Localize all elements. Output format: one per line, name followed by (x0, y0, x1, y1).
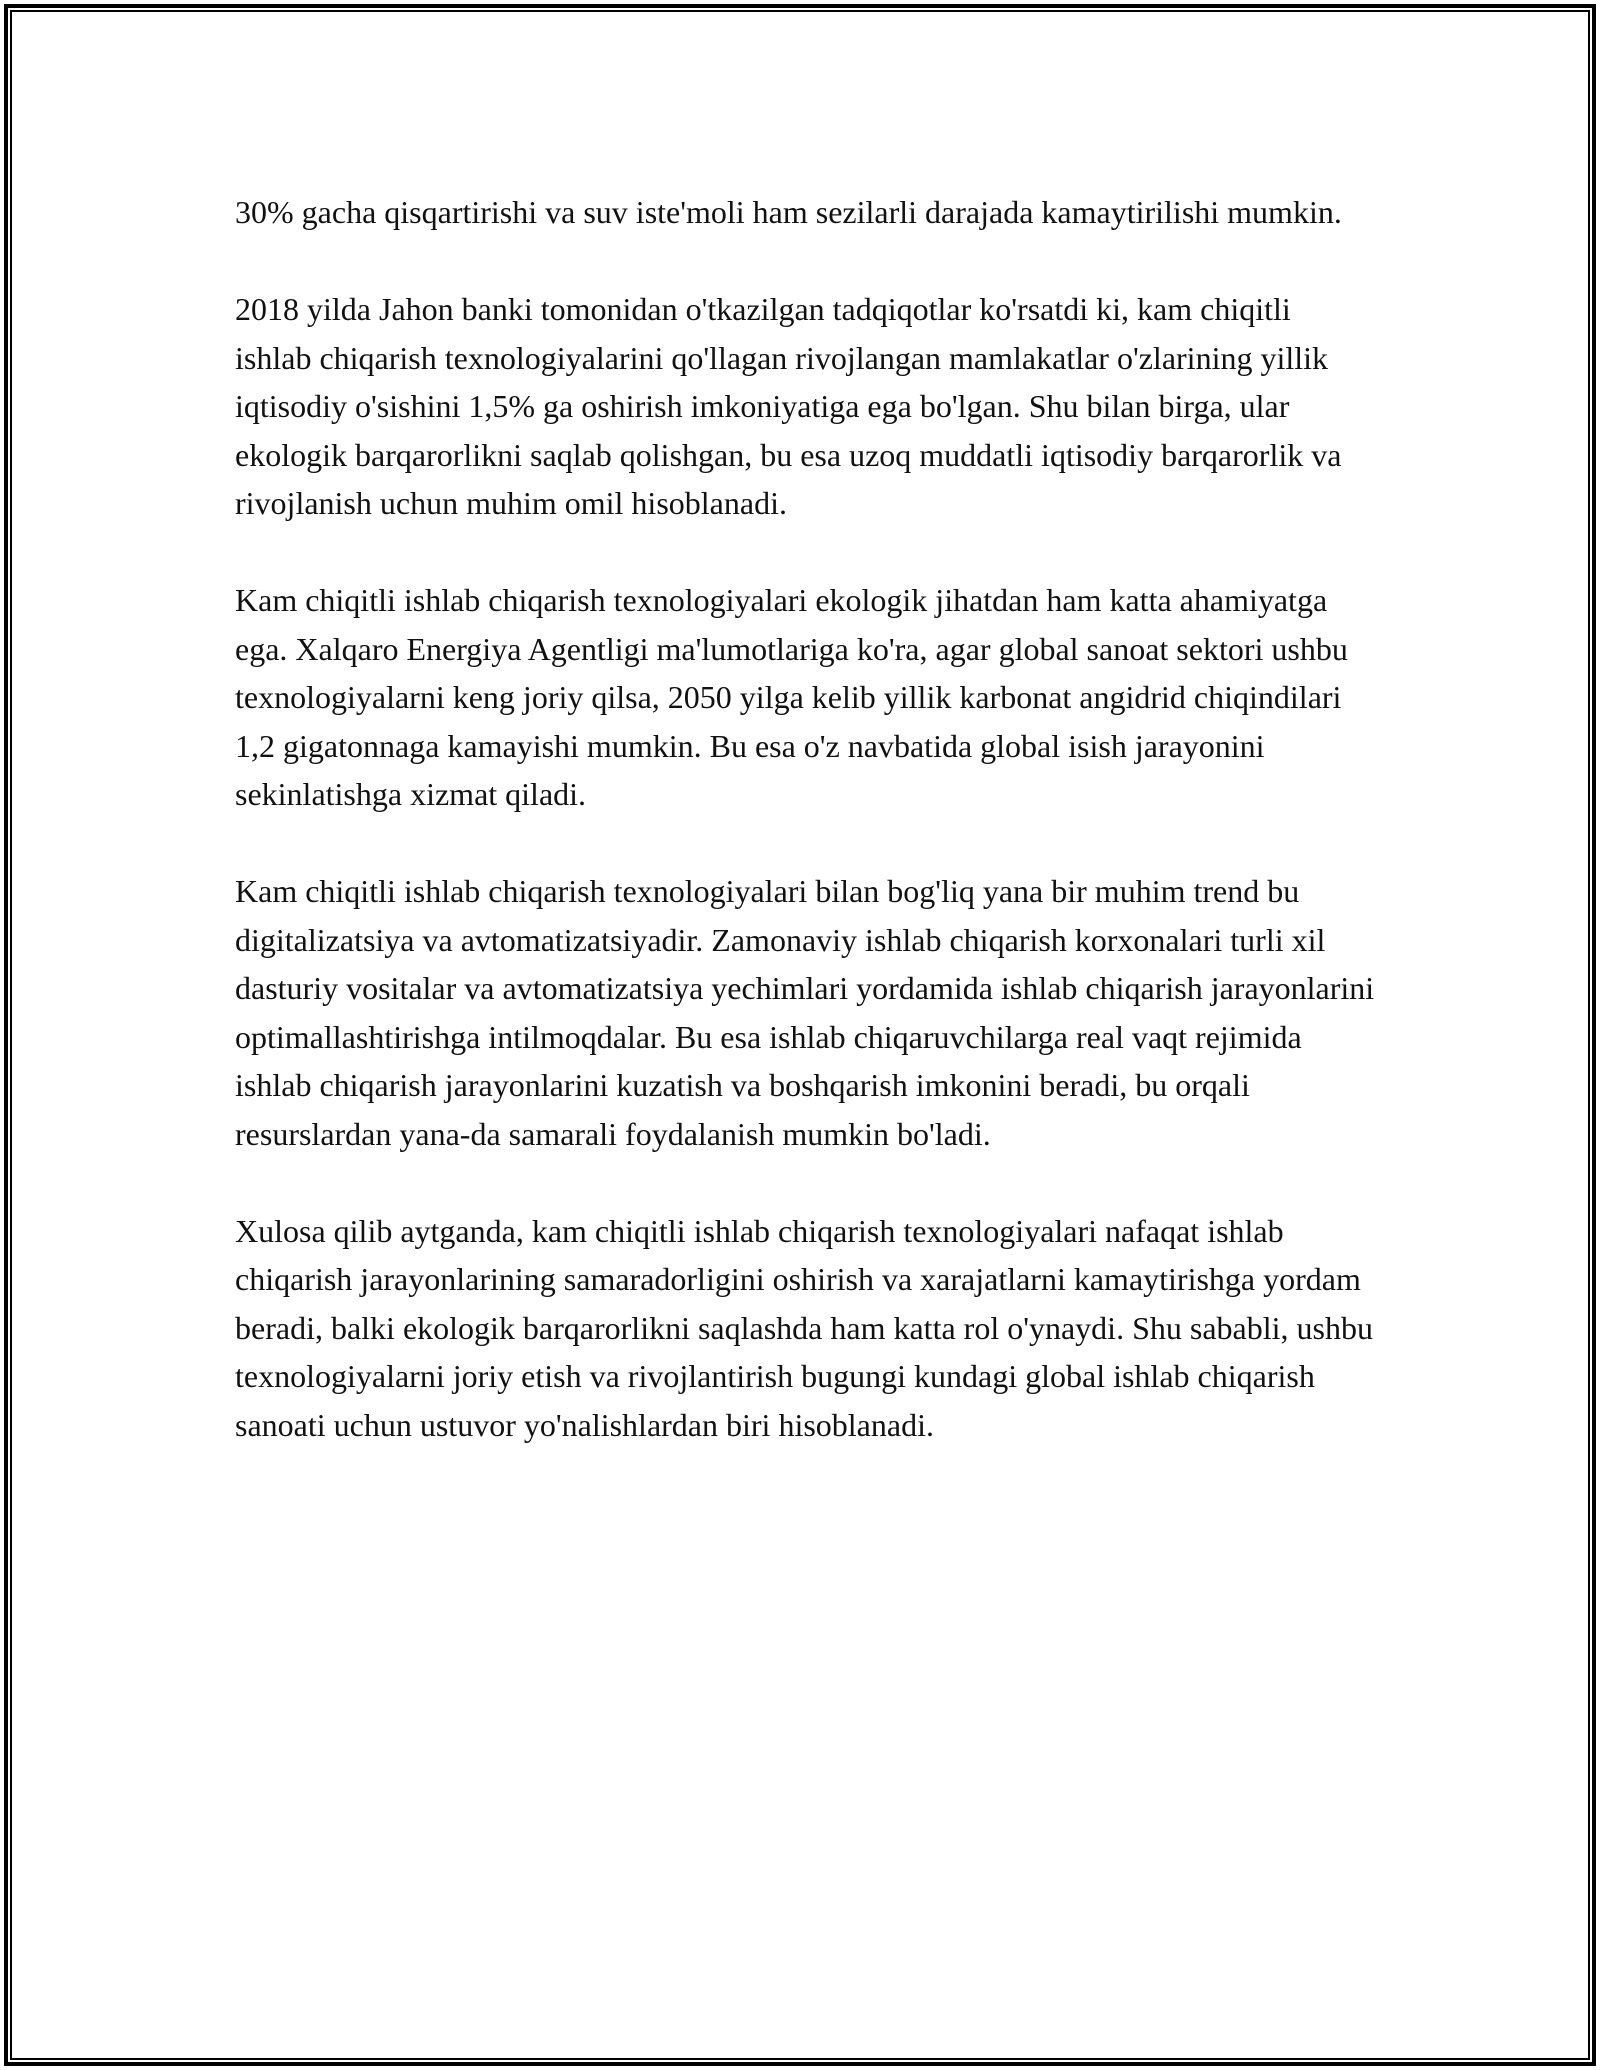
paragraph: Xulosa qilib aytganda, kam chiqitli ishlab chiqarish texnologiyalari nafaqat ishlab chiqarish jarayonlarining samaradorligini oshirish va xarajatlarni kamaytirishga yordam beradi, balki ekologik barqarorlikni saqlashda ham katta rol o'ynaydi. Shu sababli, ushbu texnologiyalarni joriy etish va rivojlantirish bugungi kundagi global ishlab chiqarish sanoati uchun ustuvor yo'nalishlardan biri hisoblanadi. (235, 1212, 1373, 1443)
paragraph: Kam chiqitli ishlab chiqarish texnologiyalari bilan bog'liq yana bir muhim trend bu digitalizatsiya va avtomatizatsiyadir. Zamonaviy ishlab chiqarish korxonalari turli xil dasturiy vositalar va avtomatizatsiya yechimlari yordamida ishlab chiqarish jarayonlarini optimallashtirishga intilmoqdalar. Bu esa ishlab chiqaruvchilarga real vaqt rejimida ishlab chiqarish jarayonlarini kuzatish va boshqarish imkonini beradi, bu orqali resurslardan yana-da samarali foydalanish mumkin bo'ladi. (235, 873, 1375, 1152)
paragraph: Kam chiqitli ishlab chiqarish texnologiyalari ekologik jihatdan ham katta ahamiyatga ega. Xalqaro Energiya Agentligi ma'lumotlariga ko'ra, agar global sanoat sektori ushbu texnologiyalarni keng joriy qilsa, 2050 yilga kelib yillik karbonat angidrid chiqindilari 1,2 gigatonnaga kamayishi mumkin. Bu esa o'z navbatida global isish jarayonini sekinlatishga xizmat qiladi. (235, 582, 1348, 812)
document-body (235, 188, 1375, 1498)
paragraph: 30% gacha qisqartirishi va suv iste'moli ham sezilarli darajada kamaytirilishi mumkin. (235, 194, 1342, 230)
paragraph: 2018 yilda Jahon banki tomonidan o'tkazilgan tadqiqotlar ko'rsatdi ki, kam chiqitli ishlab chiqarish texnologiyalarini qo'llagan rivojlangan mamlakatlar o'zlarining yillik iqtisodiy o'sishini 1,5% ga oshirish imkoniyatiga ega bo'lgan. Shu bilan birga, ular ekologik barqarorlikni saqlab qolishgan, bu esa uzoq muddatli iqtisodiy barqarorlik va rivojlanish uchun muhim omil hisoblanadi. (235, 291, 1342, 521)
